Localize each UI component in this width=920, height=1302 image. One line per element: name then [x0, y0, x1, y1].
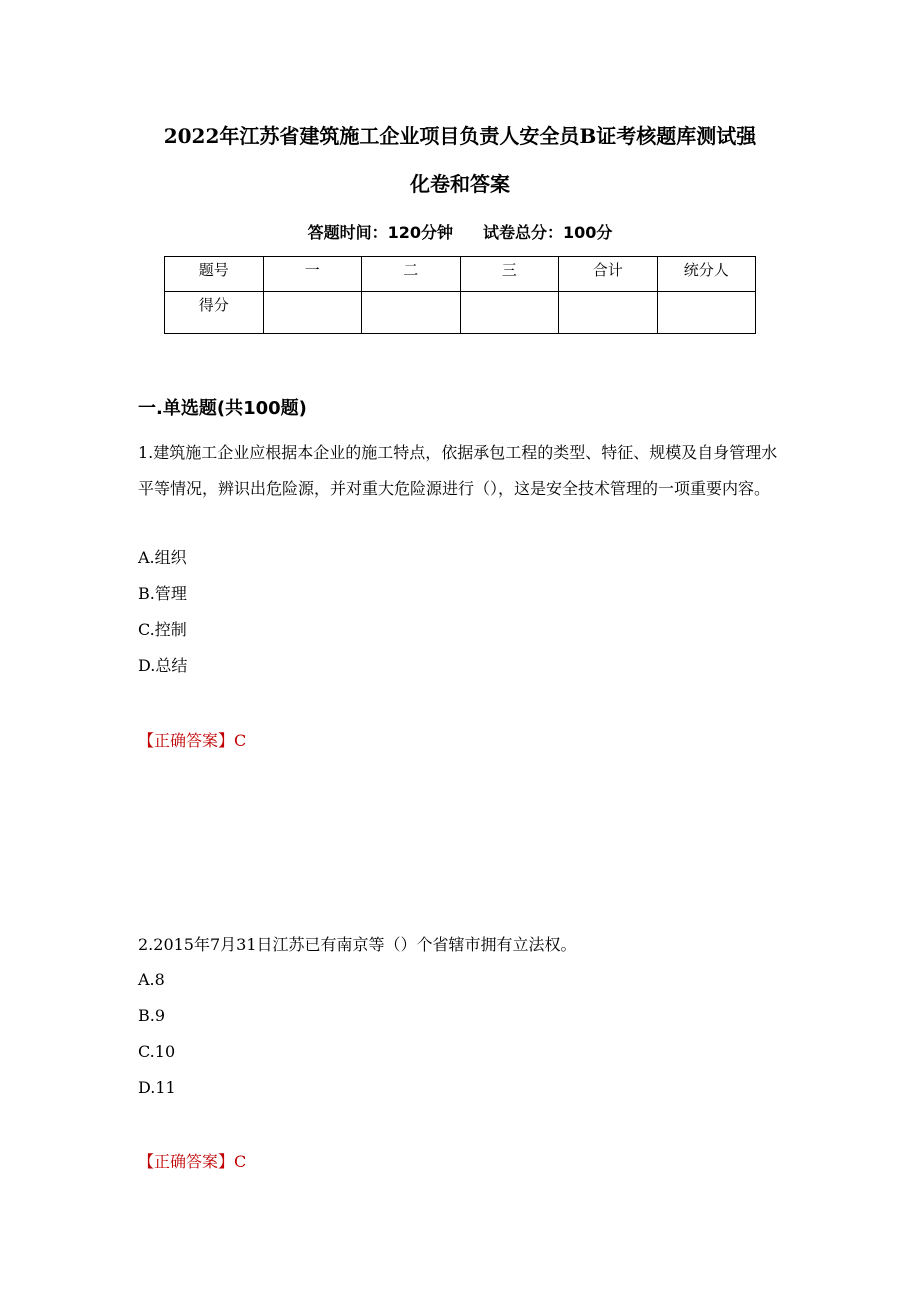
score-cell: [460, 292, 559, 334]
score-table: [164, 256, 756, 334]
question-1-answer: 【正确答案】C: [138, 731, 247, 750]
score-table-score-row: [165, 292, 756, 334]
header-cell: 统分人: [657, 257, 756, 292]
question-1-option-b: B.管理: [138, 584, 187, 603]
score-row-label: 得分: [165, 292, 264, 334]
question-2-option-a: A.8: [138, 970, 165, 989]
document-title-line1: 2022年江苏省建筑施工企业项目负责人安全员B证考核题库测试强: [163, 124, 757, 148]
header-cell: 一: [263, 257, 362, 292]
score-cell: [559, 292, 658, 334]
header-cell: 合计: [559, 257, 658, 292]
score-table-header-row: [165, 257, 756, 292]
score-cell: [263, 292, 362, 334]
question-2-answer: 【正确答案】C: [138, 1152, 247, 1171]
question-1-option-c: C.控制: [138, 620, 187, 639]
question-2-option-d: D.11: [138, 1078, 176, 1097]
question-1-option-a: A.组织: [138, 548, 187, 567]
question-1-text: 1.建筑施工企业应根据本企业的施工特点，依据承包工程的类型、特征、规模及自身管理水平等情况，辨识出危险源，并对重大危险源进行（），这是安全技术管理的一项重要内容。: [138, 443, 778, 498]
time-label: 答题时间：120分钟: [307, 223, 453, 242]
total-score-label: 试卷总分：100分: [483, 223, 613, 242]
score-cell: [362, 292, 461, 334]
document-title-line2: 化卷和答案: [410, 172, 510, 196]
exam-meta: [160, 221, 760, 245]
question-2-text: 2.2015年7月31日江苏已有南京等（）个省辖市拥有立法权。: [138, 935, 577, 954]
section-title: 一.单选题(共100题): [138, 398, 307, 419]
header-cell: 题号: [165, 257, 264, 292]
question-2-option-b: B.9: [138, 1006, 166, 1025]
header-cell: 二: [362, 257, 461, 292]
question-2-option-c: C.10: [138, 1042, 176, 1061]
question-1-option-d: D.总结: [138, 656, 188, 675]
score-cell: [657, 292, 756, 334]
header-cell: 三: [460, 257, 559, 292]
